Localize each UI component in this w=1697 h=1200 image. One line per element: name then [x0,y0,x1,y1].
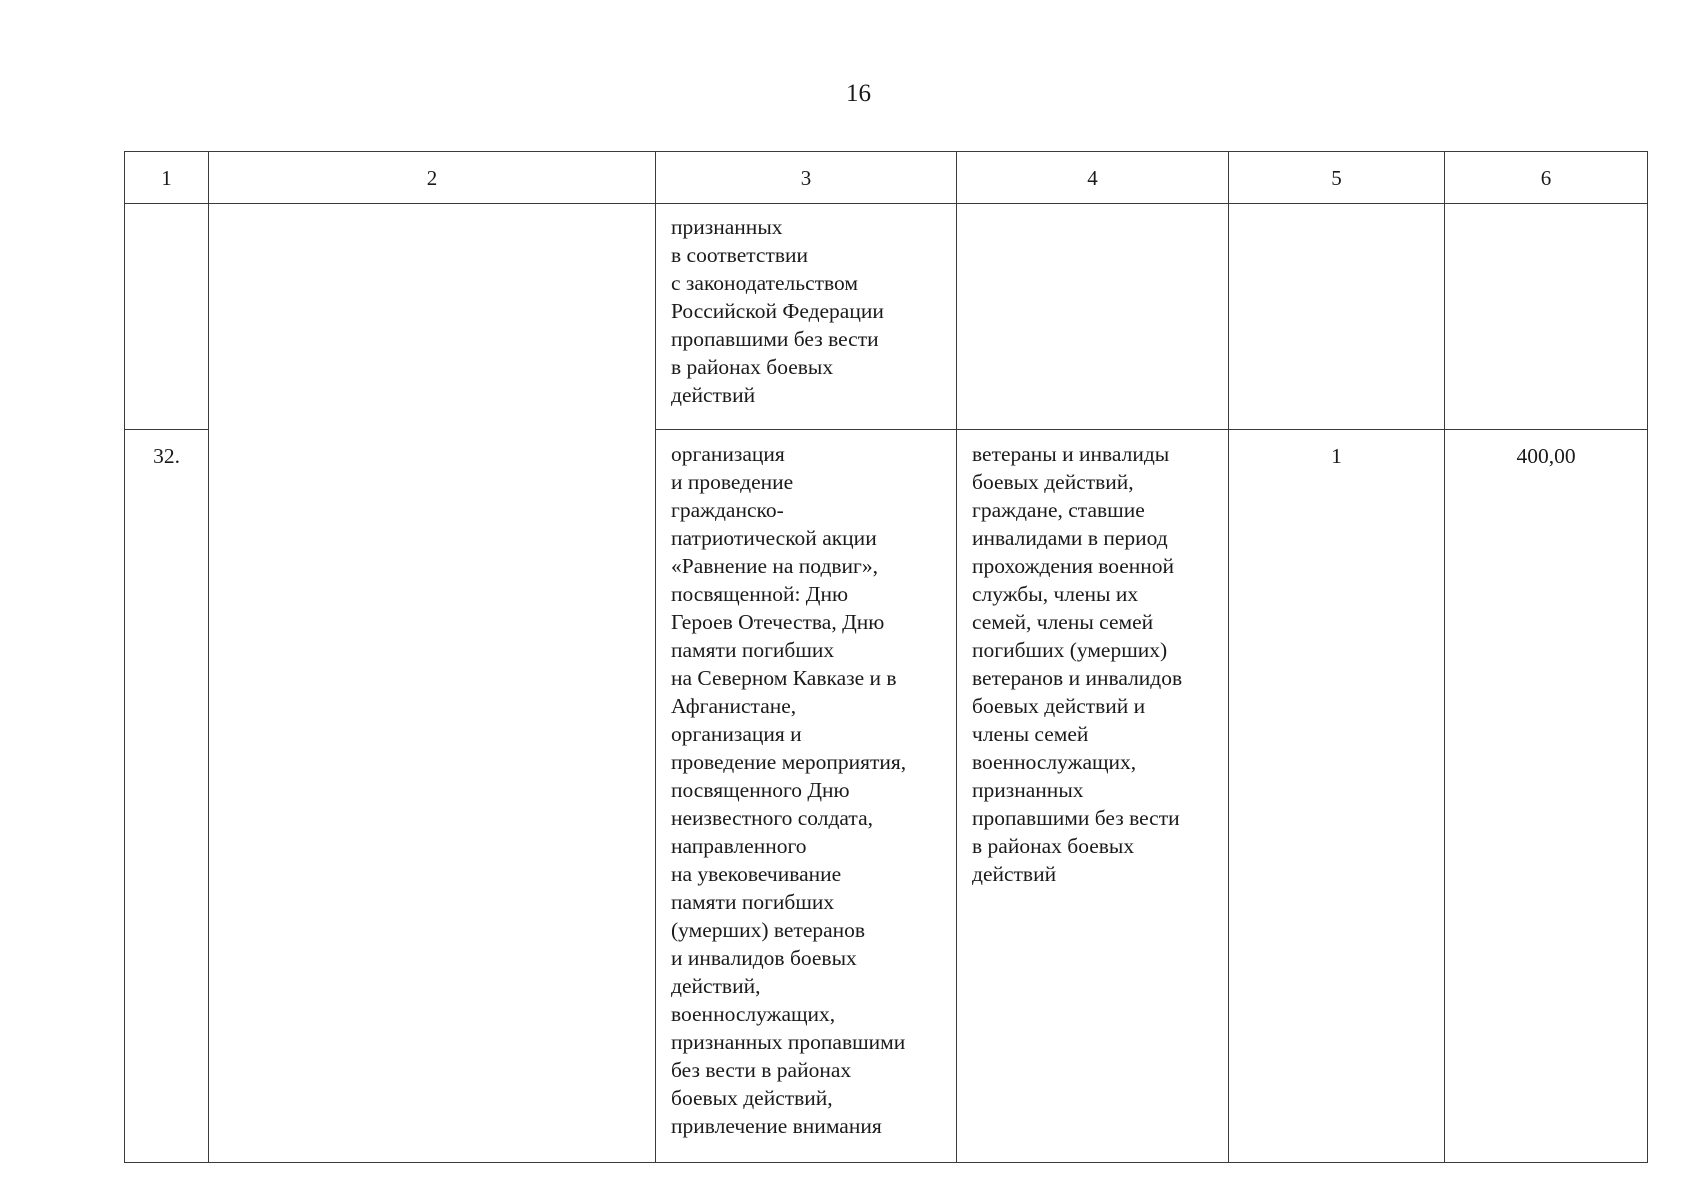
text-line: посвященного Дню [671,778,850,802]
text-line: патриотической акции [671,526,877,550]
cell-col1 [125,204,209,430]
column-header: 3 [656,152,957,204]
text-line: посвященной: Дню [671,582,849,606]
column-header: 2 [209,152,656,204]
text-line: памяти погибших [671,890,835,914]
text-line: граждане, ставшие [972,498,1145,522]
cell-col3 [656,430,957,1163]
text-line: ветераны и инвалиды [972,442,1170,466]
text-line: боевых действий и [972,694,1146,718]
cell-col6: 400,00 [1445,430,1648,1163]
text-line: инвалидами в период [972,526,1168,550]
text-line: боевых действий, [671,1086,833,1110]
text-line: признанных [671,215,783,239]
column-header: 4 [957,152,1229,204]
document-table [124,151,1648,1163]
text-line: неизвестного солдата, [671,806,873,830]
cell-col4 [957,204,1229,430]
text-line: (умерших) ветеранов [671,918,866,942]
text-line: пропавшими без вести [671,327,879,351]
text-line: семей, члены семей [972,610,1154,634]
column-header: 6 [1445,152,1648,204]
cell-col3 [656,204,957,430]
column-header: 5 [1229,152,1445,204]
table-row [125,204,1648,430]
text-line: проведение мероприятия, [671,750,907,774]
text-line: погибших (умерших) [972,638,1168,662]
text-line: ветеранов и инвалидов [972,666,1183,690]
text-line: боевых действий, [972,470,1134,494]
text-line: члены семей [972,722,1089,746]
cell-col2 [209,204,656,1163]
text-line: в районах боевых [972,834,1135,858]
text-line: в соответствии [671,243,809,267]
text-line: признанных [972,778,1084,802]
text-line: Российской Федерации [671,299,884,323]
text-line: без вести в районах [671,1058,852,1082]
text-line: и проведение [671,470,794,494]
text-line: на увековечивание [671,862,842,886]
text-line: действий [671,383,756,407]
text-line: и инвалидов боевых [671,946,857,970]
text-line: в районах боевых [671,355,834,379]
text-line: Афганистане, [671,694,797,718]
row-number: 32. [125,430,209,1163]
text-line: пропавшими без вести [972,806,1180,830]
text-line: Героев Отечества, Дню [671,610,885,634]
text-line: военнослужащих, [671,1002,836,1026]
cell-col6 [1445,204,1648,430]
text-line: «Равнение на подвиг», [671,554,878,578]
cell-col4 [957,430,1229,1163]
text-line: прохождения военной [972,554,1175,578]
cell-col5: 1 [1229,430,1445,1163]
text-line: привлечение внимания [671,1114,882,1138]
table-header-row [125,152,1648,204]
text-line: службы, члены их [972,582,1139,606]
text-line: направленного [671,834,807,858]
text-line: памяти погибших [671,638,835,662]
column-header: 1 [125,152,209,204]
text-line: действий, [671,974,761,998]
text-line: гражданско- [671,498,784,522]
text-line: военнослужащих, [972,750,1137,774]
text-line: признанных пропавшими [671,1030,906,1054]
text-line: с законодательством [671,271,858,295]
text-line: организация и [671,722,802,746]
cell-col5 [1229,204,1445,430]
text-line: на Северном Кавказе и в [671,666,897,690]
page-number: 16 [846,80,871,107]
text-line: действий [972,862,1057,886]
text-line: организация [671,442,785,466]
